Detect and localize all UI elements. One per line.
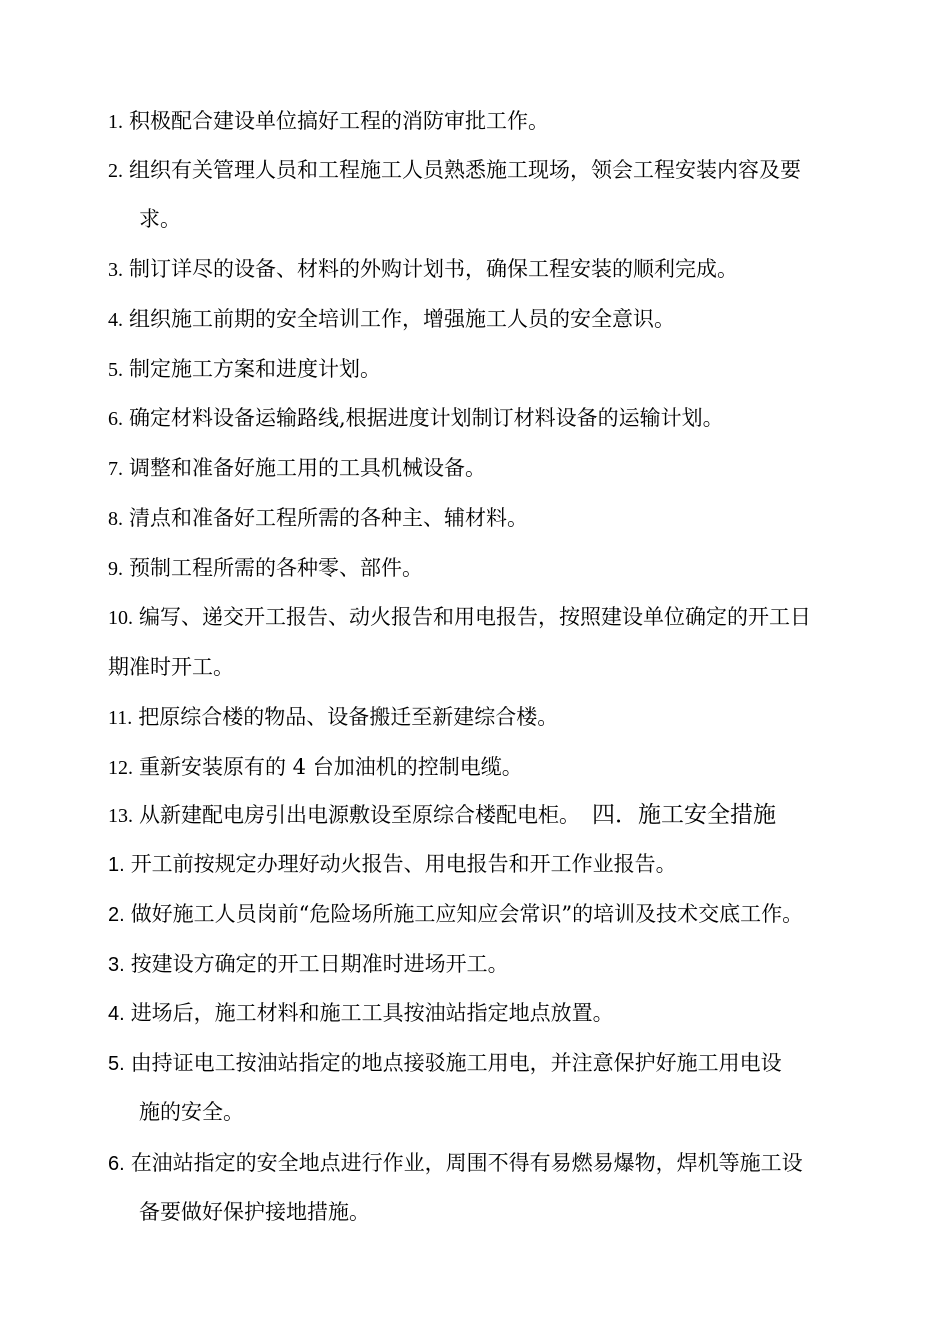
item-number: 10. <box>108 607 133 629</box>
item-number: 4. <box>108 309 123 331</box>
item-text: 在油站指定的安全地点进行作业，周围不得有易燃易爆物，焊机等施工设 <box>130 1151 803 1175</box>
item-text: 积极配合建设单位搞好工程的消防审批工作。 <box>129 109 549 133</box>
item-number: 5. <box>108 359 123 381</box>
list-item <box>108 106 910 137</box>
list-item <box>108 899 910 930</box>
list-item <box>108 849 910 880</box>
item-text: 把原综合楼的物品、设备搬迁至新建综合楼。 <box>138 705 559 729</box>
list-item <box>108 949 910 980</box>
item-text: 从新建配电房引出电源敷设至原综合楼配电柜。 <box>139 803 580 827</box>
item-number: 6. <box>108 408 123 430</box>
item-number: 6. <box>108 1153 125 1175</box>
list-item <box>108 1048 910 1079</box>
item-text: 编写、递交开工报告、动火报告和用电报告，按照建设单位确定的开工日 <box>139 605 811 629</box>
item-number: 7. <box>108 458 123 480</box>
list-item <box>108 453 910 484</box>
item-number: 3. <box>108 954 125 976</box>
item-number: 4. <box>108 1003 125 1025</box>
list-item <box>108 752 910 783</box>
item-text: 确定材料设备运输路线,根据进度计划制订材料设备的运输计划。 <box>129 406 724 430</box>
item-number: 1. <box>108 854 125 876</box>
item-number: 11. <box>108 707 133 729</box>
item-text: 制订详尽的设备、材料的外购计划书，确保工程安装的顺利完成。 <box>129 257 738 281</box>
item-text: 预制工程所需的各种零、部件。 <box>129 556 423 580</box>
list-item <box>108 354 910 385</box>
item-continuation: 施的安全。 <box>139 1100 244 1124</box>
list-item <box>108 155 910 186</box>
item-text: 做好施工人员岗前“危险场所施工应知应会常识”的培训及技术交底工作。 <box>130 902 804 926</box>
list-item <box>108 304 910 335</box>
section-heading: 四．施工安全措施 <box>592 802 776 828</box>
list-item <box>108 403 910 434</box>
item-text: 清点和准备好工程所需的各种主、辅材料。 <box>129 506 528 530</box>
item-number: 12. <box>108 757 133 779</box>
item-number: 8. <box>108 508 123 530</box>
list-item <box>108 702 910 733</box>
item-text: 按建设方确定的开工日期准时进场开工。 <box>130 952 509 976</box>
list-item <box>108 998 910 1029</box>
item-number: 5. <box>108 1053 125 1075</box>
item-text: 组织有关管理人员和工程施工人员熟悉施工现场，领会工程安装内容及要 <box>129 158 801 182</box>
list-item <box>108 800 910 831</box>
item-text: 制定施工方案和进度计划。 <box>129 357 381 381</box>
item-text: 开工前按规定办理好动火报告、用电报告和开工作业报告。 <box>130 852 677 876</box>
item-text: 重新安装原有的 4 台加油机的控制电缆。 <box>139 755 523 779</box>
list-item <box>108 254 910 285</box>
item-number: 9. <box>108 558 123 580</box>
item-continuation: 备要做好保护接地措施。 <box>139 1200 370 1224</box>
item-continuation: 求。 <box>139 207 181 231</box>
item-number: 2. <box>108 160 123 182</box>
item-text: 调整和准备好施工用的工具机械设备。 <box>129 456 486 480</box>
item-number: 3. <box>108 259 123 281</box>
list-item <box>108 553 910 584</box>
item-text: 组织施工前期的安全培训工作，增强施工人员的安全意识。 <box>129 307 675 331</box>
item-text: 进场后，施工材料和施工工具按油站指定地点放置。 <box>130 1001 614 1025</box>
list-item <box>108 1148 910 1179</box>
item-text: 由持证电工按油站指定的地点接驳施工用电，并注意保护好施工用电设 <box>130 1051 782 1075</box>
list-item <box>108 503 910 534</box>
item-number: 2. <box>108 904 125 926</box>
item-number: 13. <box>108 805 133 827</box>
list-item <box>108 602 910 633</box>
item-continuation: 期准时开工。 <box>108 655 234 679</box>
item-number: 1. <box>108 111 123 133</box>
